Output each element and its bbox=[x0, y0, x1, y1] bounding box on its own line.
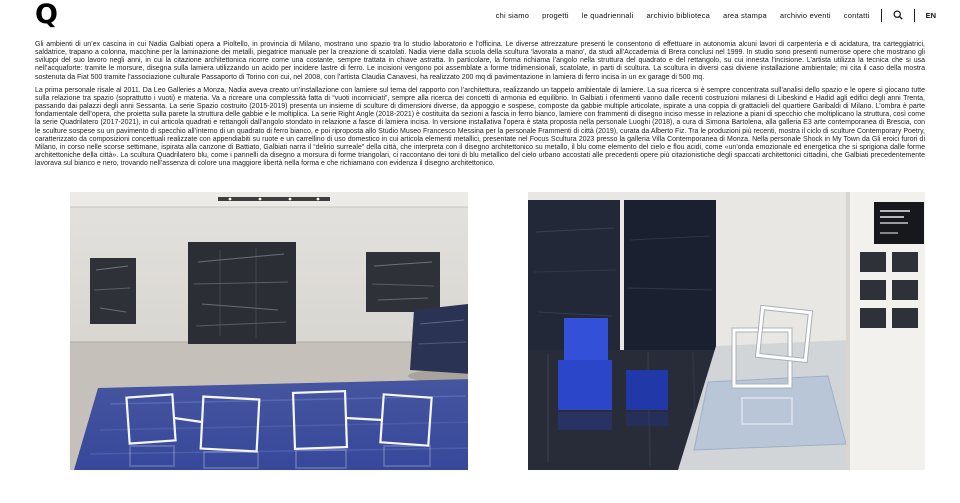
nav-progetti[interactable]: progetti bbox=[542, 10, 569, 20]
header-divider bbox=[881, 9, 882, 22]
nav-le-quadriennali[interactable]: le quadriennali bbox=[581, 10, 634, 20]
search-button[interactable] bbox=[893, 10, 903, 20]
article-paragraph-2: La prima personale risale al 2011. Da Leo Galleries a Monza, Nadia aveva creato un’installazione con lamiere sul tema del rapporto con l’architettura, realizzando un tappeto ambientale di lamiere. La sua ricerca si è sempre concentrata sull’analisi dello spazio e le opere si giocano tutte sulla relazione tra spazio (soprattutto i vuoti) e materia. Va a ricreare una complessità fatta di “vuoti incorniciati”, sempre alla ricerca dei concetti di armonia ed equilibrio. In Galbiati i riferimenti vanno dalle recenti costruzioni milanesi di Libeskind e Hadid agli edifici degli anni Trenta, passando dai palazzi degli anni Sessanta. La serie Spazio costruito (2015-2019) presenta un insieme di sculture di dimensioni diverse, da appoggio e sospese, composte da gabbie multiple articolate, ispirate a una coppia di grattacieli del quartiere Garibaldi di Milano. L’ombra è parte fondamentale dell’opera, che proietta sulla parete la struttura delle gabbie e le moltiplica. La serie Right Angle (2018-2021) è costituita da sezioni a fascia in ferro bianco, lamiere con frammenti di disegno inciso messe in relazione a piani di specchio che moltiplicano la struttura, così come la serie Quadrilatero (2017-2021), in cui articola quadrati e rettangoli dall’angolo stondato in relazione a fasce di lamiera incisa. In versione installativa l’opera è stata proposta nella personale Luoghi (2018), a cura di Simona Bartolena, alla galleria E3 arte contemporanea di Brescia, con le sculture sospese su un pavimento di specchio all’interno di un quadrato di ferro bianco, e poi riproposta allo Studio Museo Francesco Messina per la personale Frammenti di città (2019), curata da Alberto Fiz. Tra le produzioni più recenti, mostra il ciclo di sculture Contemporary Poetry, caratterizzato da composizioni concettuali realizzate con appendiabiti su ruote e un carrellino di uso domestico in cui articola elementi metallici, presentate nel Focus Scultura 2023 presso la galleria Villa Contemporanea di Monza. Nella personale Shock in My Town da Gli eroici furori di Milano, in corso nelle scorse settimane, ispirata alla canzone di Battiato, Galbiati narra il “delirio surreale” della città, che interpreta con il disegno architettonico su metallo, il blu come elemento del cielo e flou acidi, come «un’onda emozionale ed energetica che si sprigiona dalle forme architettoniche della città». La scultura Quadrilatero blu, come i pannelli da disegno a morsura di forme triangolari, ci raccontano dei toni di blu metallico del cielo urbano accostati alle precedenti opere più citazionistiche degli spaccati architettonici cittadini, che Galbiati precedentemente lavorava sul bianco e nero, trovando nell’assenza di colore una maggiore libertà nella forma e che richiamano con evidenza il disegno architettonico. bbox=[35, 86, 925, 168]
main-nav bbox=[496, 11, 870, 20]
header-divider bbox=[914, 9, 915, 22]
etched-panel bbox=[366, 252, 440, 312]
nav-archivio-eventi[interactable]: archivio eventi bbox=[779, 10, 831, 20]
etched-panel bbox=[188, 242, 296, 344]
exhibition-gallery bbox=[70, 192, 925, 470]
article-paragraph-1: Gli ambienti di un’ex cascina in cui Nadia Galbiati opera a Pioltello, in provincia di Milano, mostrano uno spazio tra lo studio laboratorio e l’officina. Le diverse attrezzature presenti le consentono di effettuare in autonomia alcuni lavori di carpenteria e di acidatura, tra carteggiatrici, saldatrice, trapano a colonna, macchine per la laminazione dei metalli, piegatrice manuale per la creazione di scatolati. Nadia viene dalla scuola della scultura ‘lavorata a mano’, da studi all’Accademia di Brera conclusi nel 1999. In studio sono presenti numerose opere che mostrano gli sviluppi del suo lavoro negli anni, in cui la citazione architettonica ricorre come una costante, sempre trattata in chiave astratta. In particolare, la forma richiama l’angolo nella struttura del quadrato e del rettangolo, su cui innesta l’incisione. L’artista utilizza la tecnica che si usa nell’acquaforte: tramite le morsure, disegna sulla lamiera utilizzando un acido per incidere lastre di ferro. Le incisioni vengono poi assemblate a forme tridimensionali, scatolate, in parti di scultura. La scultura in diversi casi diviene installazione ambientale; mi cita il caso della mostra sostenuta da Fiat 500 tramite l’associazione culturale Passaporto di Torino con cui, nel 2008, con l’artista Claudia Canavesi, ha realizzato 200 mq di pavimentazione in lamiera di ferro incisa in un ex garage di 500 mq. bbox=[35, 41, 925, 81]
placard bbox=[874, 202, 924, 244]
leaning-panel bbox=[408, 304, 468, 382]
exhibition-photo-left bbox=[70, 192, 468, 470]
exhibition-photo-right bbox=[528, 192, 926, 470]
article bbox=[35, 41, 925, 470]
nav-archivio-biblioteca[interactable]: archivio biblioteca bbox=[646, 10, 710, 20]
search-icon bbox=[893, 10, 903, 20]
site-header bbox=[0, 0, 960, 30]
track-light bbox=[218, 197, 330, 201]
nav-contatti[interactable]: contatti bbox=[843, 10, 870, 20]
etched-panel bbox=[90, 258, 136, 324]
language-toggle[interactable]: EN bbox=[925, 10, 936, 20]
blue-mirror-platform bbox=[74, 379, 468, 470]
nav-chi-siamo[interactable]: chi siamo bbox=[495, 10, 530, 20]
site-logo[interactable]: Q bbox=[35, 0, 57, 30]
nav-area-stampa[interactable]: area stampa bbox=[722, 10, 767, 20]
